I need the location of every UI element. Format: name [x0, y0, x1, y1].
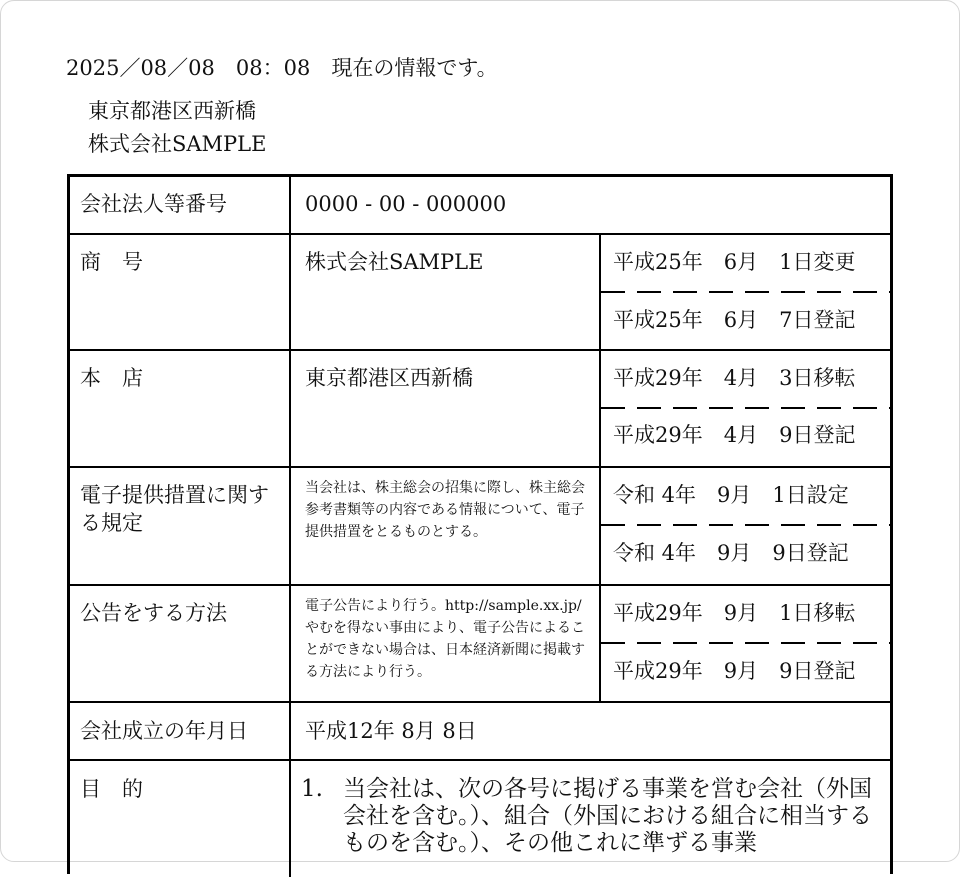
purpose-item-number: 1. — [301, 776, 323, 802]
head-office-history: 平成29年 4月 3日移転 — [613, 366, 856, 390]
e-provision-label: 電子提供措置に関する規定 — [80, 483, 269, 535]
purpose-item-text: 当会社は、次の各号に掲げる事業を営む会社（外国会社を含む。）、組合（外国における組合に相当するものを含む。）、その他これに準ずる事業 — [343, 776, 872, 856]
head-office-value: 東京都港区西新橋 — [305, 366, 473, 390]
registry-table — [67, 174, 893, 874]
public-notice-label: 公告をする方法 — [80, 601, 227, 625]
e-provision-value: 当会社は、株主総会の招集に際し、株主総会参考書類等の内容である情報について、電子提供措置をとるものとする。 — [305, 480, 585, 540]
public-notice-history: 平成29年 9月 9日登記 — [613, 659, 856, 683]
corp-number-value: 0000 - 00 - 000000 — [305, 192, 507, 216]
established-value: 平成12年 8月 8日 — [305, 719, 477, 743]
e-provision-history: 令和 4年 9月 9日登記 — [613, 541, 849, 565]
head-office-history: 平成29年 4月 9日登記 — [613, 423, 856, 447]
trade-name-history: 平成25年 6月 1日変更 — [613, 250, 856, 274]
header-address: 東京都港区西新橋 — [88, 99, 256, 123]
public-notice-value: 電子公告により行う。http://sample.xx.jp/やむを得ない事由により、電子公告によることができない場合は、日本経済新聞に掲載する方法により行う。 — [305, 598, 585, 680]
purpose-label: 目 的 — [80, 777, 143, 801]
public-notice-history: 平成29年 9月 1日移転 — [613, 601, 856, 625]
header-company: 株式会社SAMPLE — [88, 132, 267, 156]
trade-name-value: 株式会社SAMPLE — [305, 250, 484, 274]
timestamp-line: 2025／08／08 08：08 現在の情報です。 — [66, 56, 498, 80]
trade-name-history: 平成25年 6月 7日登記 — [613, 308, 856, 332]
head-office-label: 本 店 — [80, 366, 143, 390]
established-label: 会社成立の年月日 — [80, 719, 248, 743]
corp-number-label: 会社法人等番号 — [80, 192, 227, 216]
e-provision-history: 令和 4年 9月 1日設定 — [613, 483, 849, 507]
trade-name-label: 商 号 — [80, 250, 143, 274]
